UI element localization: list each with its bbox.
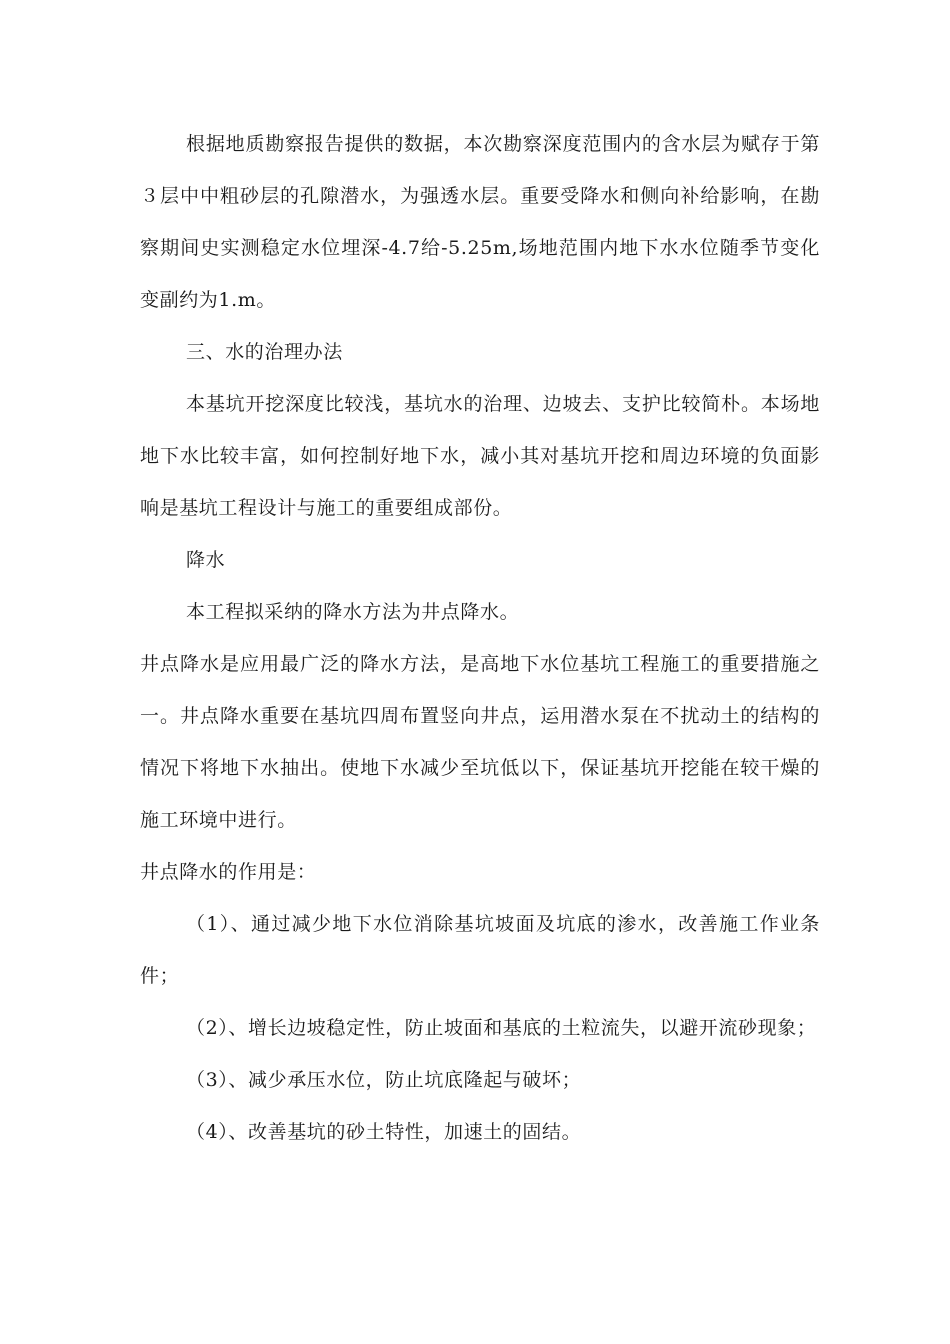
- list-item-purpose-3: （3）、减少承压水位，防止坑底隆起与破坏；: [186, 1069, 582, 1091]
- document-body: [140, 118, 820, 1158]
- paragraph-pit-excavation: 本基坑开挖深度比较浅，基坑水的治理、边坡去、支护比较简朴。本场地地下水比较丰富，如何控制好地下水，减小其对基坑开挖和周边环境的负面影响是基坑工程设计与施工的重要组成部份。: [140, 393, 820, 519]
- paragraph-dewatering-method: 本工程拟采纳的降水方法为井点降水。: [186, 601, 520, 623]
- list-item-purpose-1: （1）、通过减少地下水位消除基坑坡面及坑底的渗水，改善施工作业条件；: [140, 913, 820, 987]
- subheading-dewatering: 降水: [186, 549, 226, 571]
- section-heading-water-treatment: 三、水的治理办法: [186, 341, 343, 363]
- list-item-purpose-4: （4）、改善基坑的砂土特性，加速土的固结。: [186, 1121, 582, 1143]
- paragraph-well-point-purpose-intro: 井点降水的作用是：: [140, 861, 317, 883]
- paragraph-groundwater-survey: 根据地质勘察报告提供的数据，本次勘察深度范围内的含水层为赋存于第３层中中粗砂层的孔隙潜水，为强透水层。重要受降水和侧向补给影响，在勘察期间史实测稳定水位埋深-4.7给-5.25m,场地范围内地下水水位随季节变化变副约为1.m。: [140, 133, 820, 311]
- paragraph-well-point-description: 井点降水是应用最广泛的降水方法，是高地下水位基坑工程施工的重要措施之一。井点降水重要在基坑四周布置竖向井点，运用潜水泵在不扰动土的结构的情况下将地下水抽出。使地下水减少至坑低以下，保证基坑开挖能在较干燥的施工环境中进行。: [140, 653, 820, 831]
- list-item-purpose-2: （2）、增长边坡稳定性，防止坡面和基底的土粒流失，以避开流砂现象；: [186, 1017, 817, 1039]
